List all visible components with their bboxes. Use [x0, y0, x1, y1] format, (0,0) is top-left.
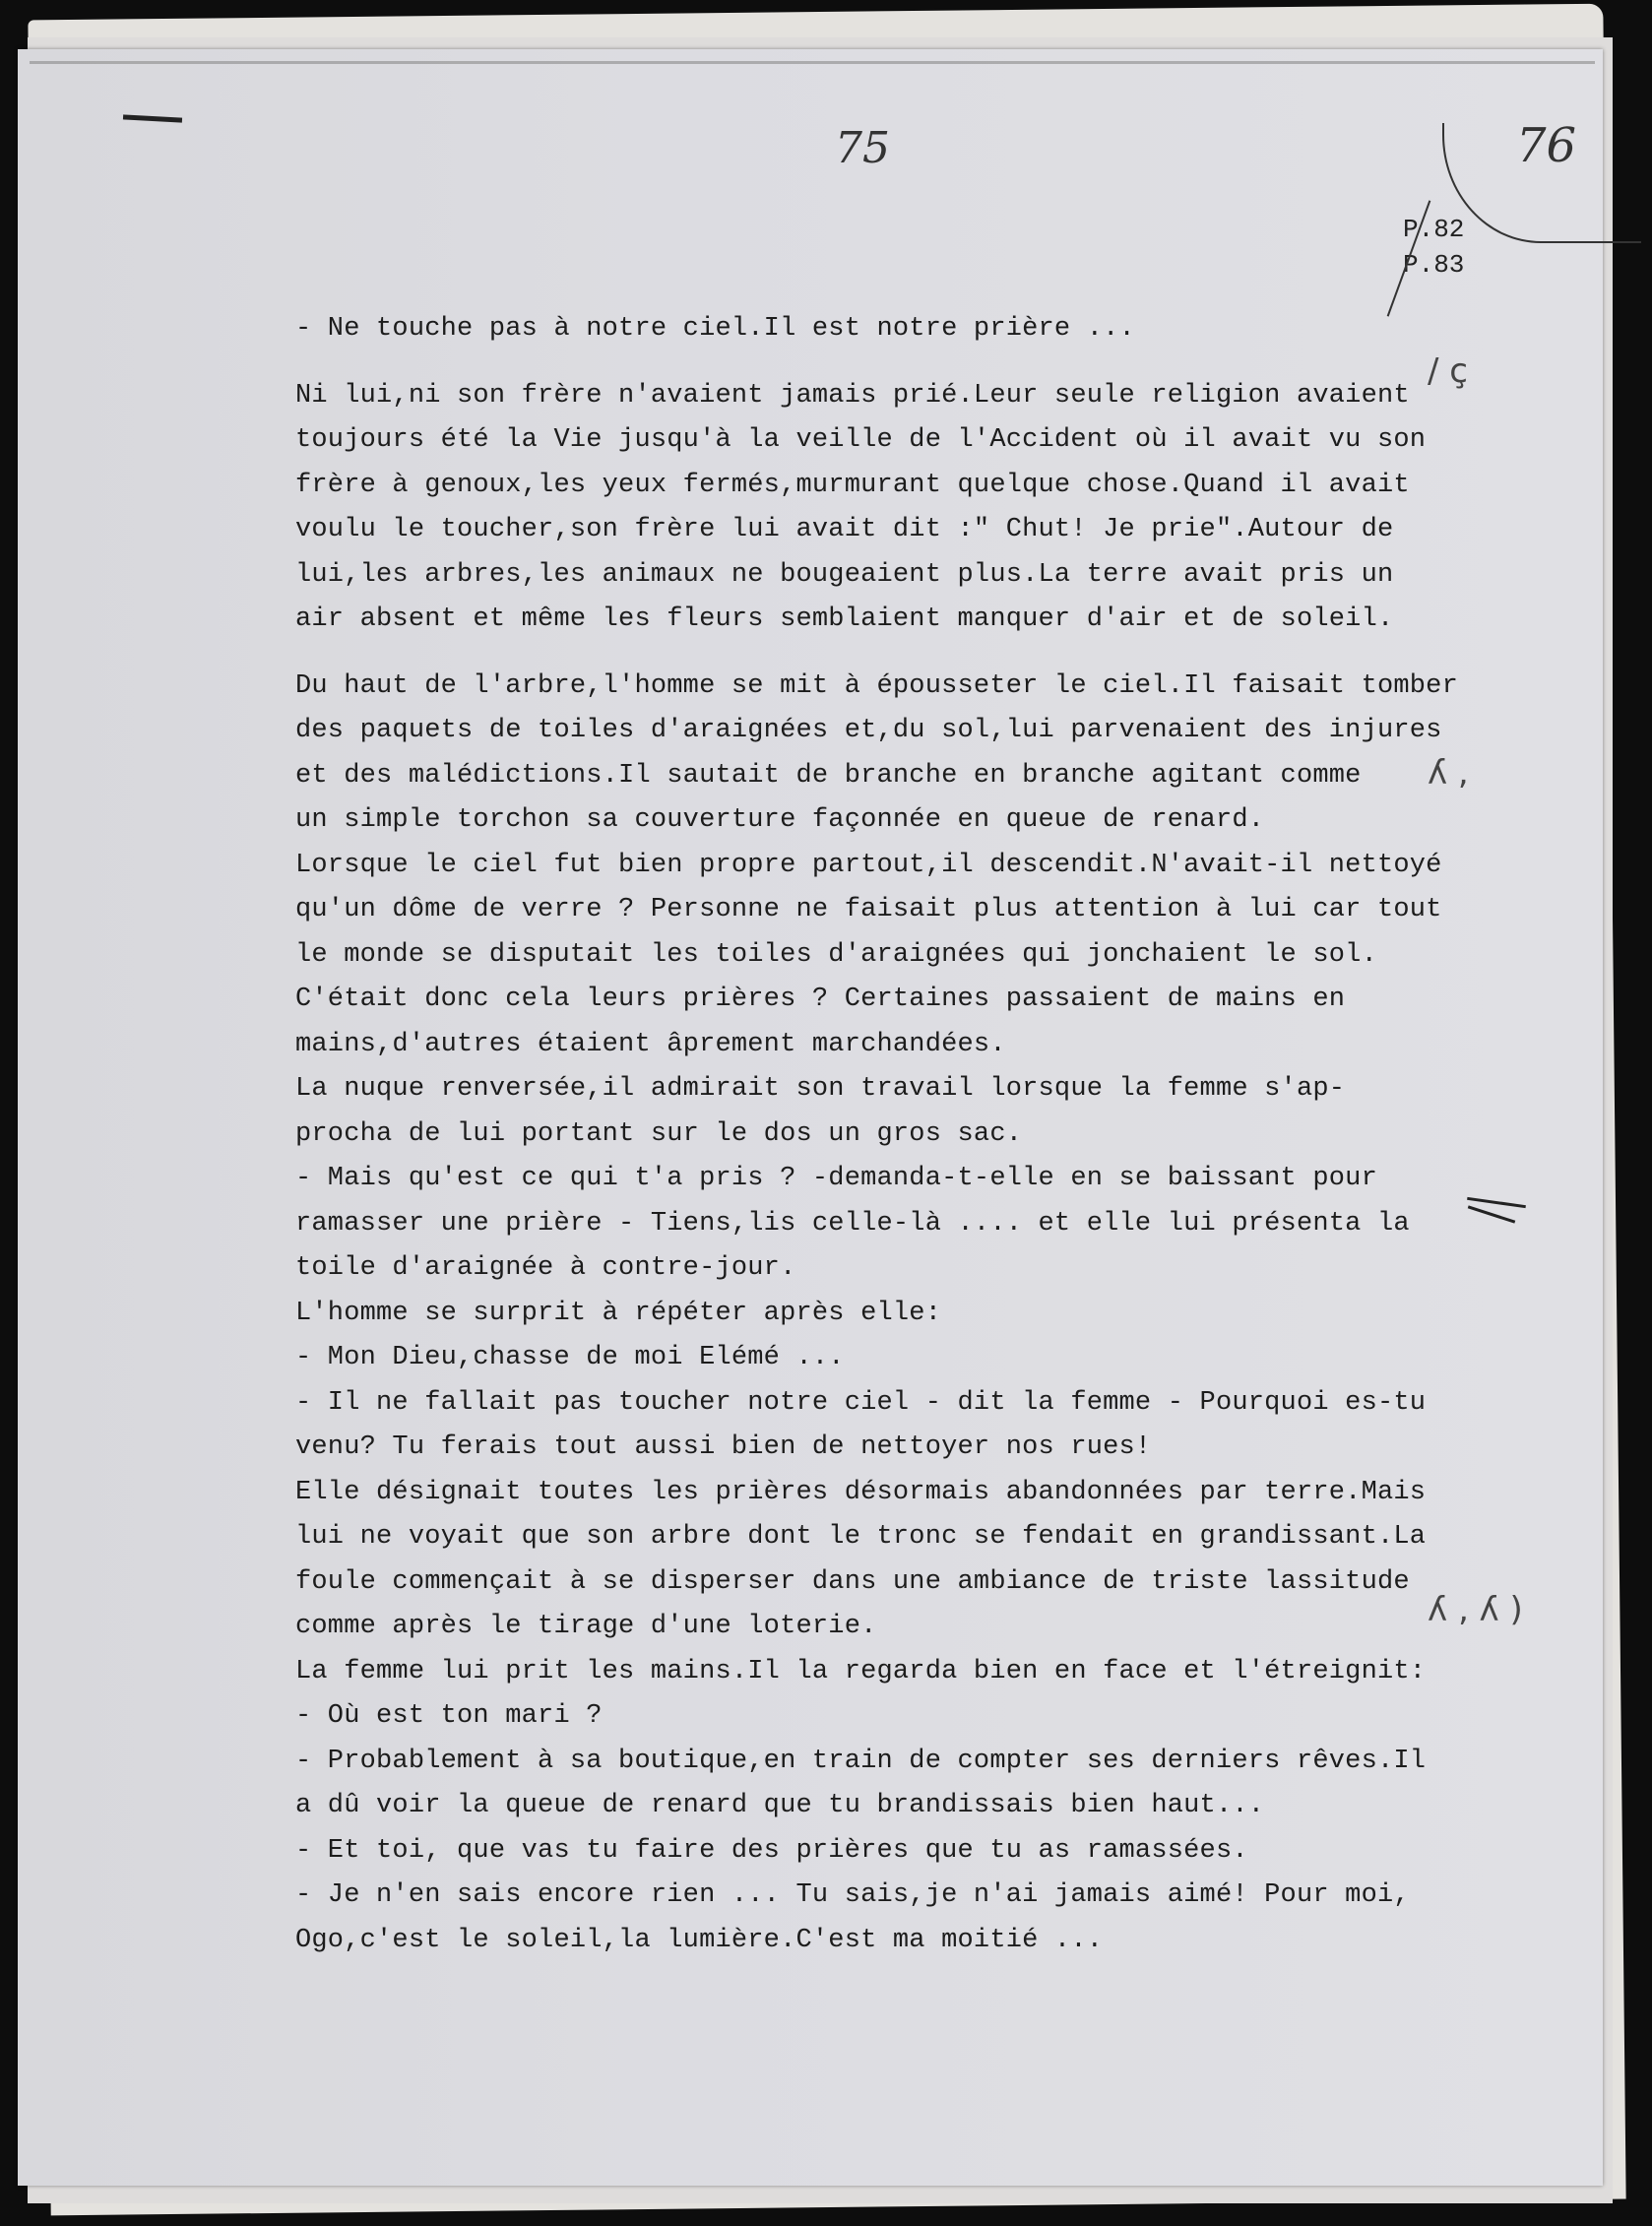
- handwritten-page-number-right: 76: [1516, 118, 1577, 173]
- blank-line: [295, 352, 1477, 374]
- text-line: Ni lui,ni son frère n'avaient jamais prié.Leur seule religion avaient: [295, 380, 1410, 411]
- text-line: - Où est ton mari ?: [295, 1701, 603, 1731]
- text-line: L'homme se surprit à répéter après elle:: [295, 1298, 942, 1328]
- text-line: le monde se disputait les toiles d'araignées qui jonchaient le sol.: [295, 939, 1377, 970]
- text-line: des paquets de toiles d'araignées et,du sol,lui parvenaient des injures: [295, 716, 1442, 745]
- page-ref-1: P.82: [1403, 215, 1465, 244]
- margin-annotation: ʎ ,: [1428, 753, 1469, 793]
- margin-annotation: ʎ ‚ ʎ ): [1428, 1590, 1523, 1629]
- page-edge-shadow: [30, 61, 1595, 64]
- text-line: et des malédictions.Il sautait de branche en branche agitant comme: [295, 760, 1362, 791]
- text-line: toujours été la Vie jusqu'à la veille de l'Accident où il avait vu son: [295, 425, 1427, 455]
- blank-line: [295, 643, 1477, 665]
- text-line: - Je n'en sais encore rien ... Tu sais,je n'ai jamais aimé! Pour moi,: [295, 1880, 1410, 1910]
- text-line: toile d'araignée à contre-jour.: [295, 1253, 796, 1283]
- text-line: Elle désignait toutes les prières désormais abandonnées par terre.Mais: [295, 1477, 1427, 1507]
- text-line: - Mais qu'est ce qui t'a pris ? -demanda-t-elle en se baissant pour: [295, 1164, 1377, 1193]
- typed-text-body: [295, 307, 1477, 1963]
- text-line: - Ne touche pas à notre ciel.Il est notre prière ...: [295, 314, 1135, 344]
- text-line: - Mon Dieu,chasse de moi Elémé ...: [295, 1343, 845, 1372]
- text-line: air absent et même les fleurs semblaient manquer d'air et de soleil.: [295, 604, 1394, 634]
- text-line: La femme lui prit les mains.Il la regarda bien en face et l'étreignit:: [295, 1656, 1427, 1686]
- text-line: ramasser une prière - Tiens,lis celle-là .... et elle lui présenta la: [295, 1208, 1410, 1239]
- text-line: a dû voir la queue de renard que tu brandissais bien haut...: [295, 1791, 1265, 1820]
- text-line: procha de lui portant sur le dos un gros sac.: [295, 1118, 1023, 1149]
- handwritten-page-number-left: 75: [835, 123, 890, 173]
- text-line: - Il ne fallait pas toucher notre ciel - dit la femme - Pourquoi es-tu: [295, 1387, 1427, 1418]
- text-line: foule commençait à se disperser dans une ambiance de triste lassitude: [295, 1566, 1410, 1597]
- text-line: qu'un dôme de verre ? Personne ne faisait plus attention à lui car tout: [295, 895, 1442, 924]
- text-line: comme après le tirage d'une loterie.: [295, 1612, 877, 1641]
- text-line: mains,d'autres étaient âprement marchandées.: [295, 1029, 1006, 1059]
- text-line: C'était donc cela leurs prières ? Certaines passaient de mains en: [295, 985, 1346, 1014]
- margin-annotation: / ç: [1428, 351, 1468, 391]
- text-line: Du haut de l'arbre,l'homme se mit à épousseter le ciel.Il faisait tomber: [295, 670, 1458, 701]
- text-line: venu? Tu ferais tout aussi bien de nettoyer nos rues!: [295, 1432, 1152, 1462]
- text-line: lui ne voyait que son arbre dont le tronc se fendait en grandissant.La: [295, 1522, 1427, 1552]
- text-line: lui,les arbres,les animaux ne bougeaient plus.La terre avait pris un: [295, 559, 1394, 590]
- text-line: voulu le toucher,son frère lui avait dit :" Chut! Je prie".Autour de: [295, 515, 1394, 544]
- text-line: La nuque renversée,il admirait son travail lorsque la femme s'ap-: [295, 1074, 1346, 1104]
- text-line: frère à genoux,les yeux fermés,murmurant quelque chose.Quand il avait: [295, 470, 1410, 500]
- text-line: - Probablement à sa boutique,en train de compter ses derniers rêves.Il: [295, 1746, 1427, 1776]
- text-line: Ogo,c'est le soleil,la lumière.C'est ma moitié ...: [295, 1925, 1104, 1955]
- text-line: - Et toi, que vas tu faire des prières que tu as ramassées.: [295, 1835, 1248, 1866]
- text-line: un simple torchon sa couverture façonnée en queue de renard.: [295, 805, 1265, 835]
- text-line: Lorsque le ciel fut bien propre partout,il descendit.N'avait-il nettoyé: [295, 850, 1442, 880]
- page-ref-2: P.83: [1403, 250, 1465, 280]
